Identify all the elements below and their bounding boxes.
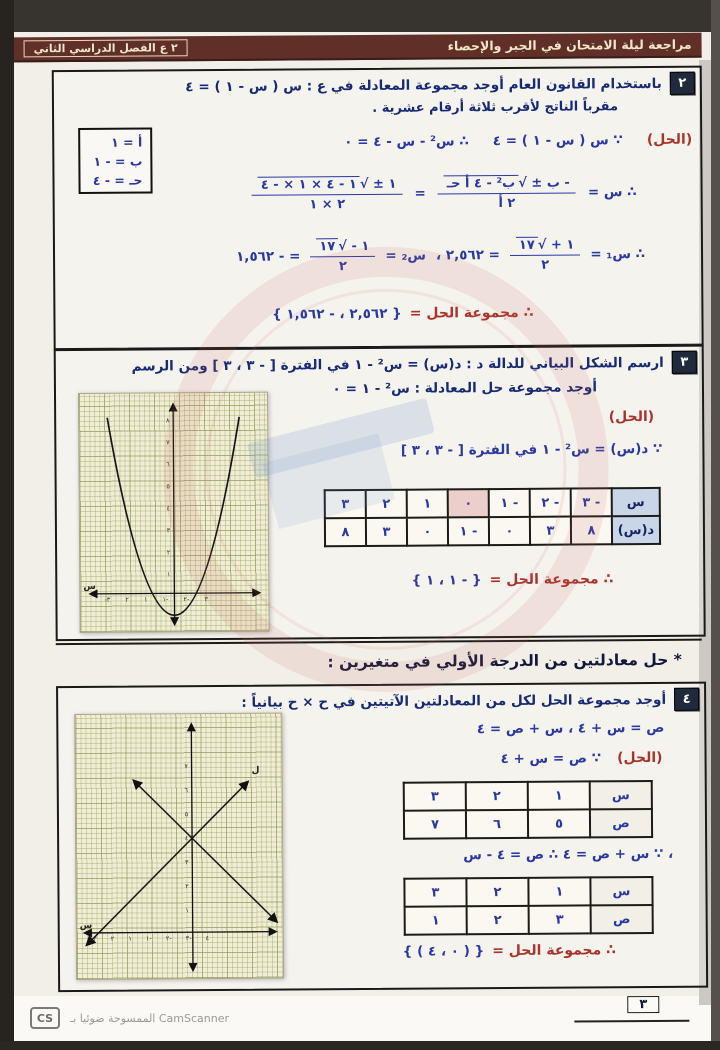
question-3-title-2-row xyxy=(332,379,597,397)
q4-equation-1: ∵ ص = س + ٤ xyxy=(500,750,602,768)
x-axis xyxy=(85,932,276,933)
table-cell: ١ xyxy=(528,781,590,809)
q3-values-table xyxy=(324,487,661,547)
table-cell: ٥ xyxy=(528,809,590,837)
table-cell: - ١ xyxy=(448,517,489,545)
camscanner-caption: الممسوحة ضوئيا بـ CamScanner xyxy=(70,1012,229,1025)
radical-sign: √ xyxy=(338,239,347,255)
coefficient-c: حـ = - ٤ xyxy=(92,172,143,188)
question-2-subtitle: مقرباً الناتج لأقرب ثلاثة أرقام عشرية . xyxy=(372,99,619,116)
table-cell: ٣ xyxy=(325,490,366,518)
table-cell: ١ xyxy=(528,877,590,905)
table-cell: ٨ xyxy=(571,516,612,544)
general-formula-numerator xyxy=(438,175,576,195)
header-title: مراجعة ليلة الامتحان في الجبر والإحصاء xyxy=(447,36,692,54)
answer-label: ∴ مجموعة الحل = xyxy=(489,571,614,589)
q2-answer-line xyxy=(272,305,533,323)
solution-label: (الحل) xyxy=(617,749,663,767)
radicand: ١ - ٤ × ١ × - ٤ xyxy=(258,176,360,193)
q4-answer-line xyxy=(403,942,616,959)
q2-solution-line-1 xyxy=(344,132,692,150)
table-row xyxy=(404,781,652,811)
camscanner-logo: CS xyxy=(30,1007,60,1029)
root1-value: = ٢,٥٦٢ ، xyxy=(435,247,500,264)
q4-equation-2-row xyxy=(463,846,673,863)
section-title: * حل معادلتين من الدرجة الأولي في متغيرين : xyxy=(327,650,682,672)
q2-given-equation: ∵ س ( س - ١ ) = ٤ xyxy=(492,132,623,150)
solution-label: (الحل) xyxy=(646,131,693,149)
scanned-page xyxy=(14,32,711,1041)
root2-lead: س₂ = xyxy=(385,247,427,264)
coefficient-a: أ = ١ xyxy=(111,134,143,150)
question-3-header xyxy=(131,351,696,378)
root2-value: = - ١,٥٦٢ xyxy=(235,248,301,265)
table-cell: ٢ xyxy=(366,490,407,518)
q3-solution-label-row xyxy=(609,409,655,425)
coefficient-b: ب = - ١ xyxy=(93,153,143,169)
table-cell: ٧ xyxy=(404,810,466,838)
q4-equations-row xyxy=(477,720,665,737)
coefficients-box xyxy=(78,127,152,194)
table-cell-highlighted: ٠ xyxy=(448,489,489,517)
table-cell: ٢ xyxy=(466,878,528,906)
solution-label: (الحل) xyxy=(608,408,655,426)
root1-lead: ∴ س₁ = xyxy=(590,246,646,263)
formula-lead: ∴ س = xyxy=(587,184,637,201)
q3-answer-line xyxy=(412,571,614,588)
numerator-prefix: ١ + xyxy=(550,237,575,253)
table-row xyxy=(404,877,652,907)
x-axis-label: س xyxy=(79,920,93,931)
line-y-equals-x-plus-4 xyxy=(86,782,249,945)
scan-edge-bottom xyxy=(0,1041,720,1050)
numerator-prefix: ١ - xyxy=(351,238,370,255)
equals-sign: = xyxy=(414,185,426,202)
y-axis-numbers: ٧ ٦ ٥ ٤ ٣ ٢ ١ xyxy=(184,762,189,915)
table-cell: - ٣ xyxy=(571,488,612,516)
lines-graph-paper xyxy=(74,713,284,980)
root1-denominator: ٢ xyxy=(541,257,550,273)
q4-table-1 xyxy=(403,780,653,840)
answer-value: { - ١ ، ١ } xyxy=(411,572,482,589)
general-formula-denominator: ٢ أ xyxy=(498,195,516,212)
table-header-x: س xyxy=(590,781,652,809)
table-cell: ٢ xyxy=(466,782,528,810)
question-2-header xyxy=(185,72,695,99)
question-3-title: ارسم الشكل البياني للدالة د : د(س) = س² - ١ في الفترة [ - ٣ ، ٣ ] ومن الرسم xyxy=(131,354,664,375)
table-cell: ٨ xyxy=(325,518,366,546)
numeric-formula-numerator xyxy=(252,176,403,196)
page-number: ٣ xyxy=(627,996,659,1013)
question-4-title: أوجد مجموعة الحل لكل من المعادلتين الآتيتين في ح × ح بيانياً : xyxy=(241,691,667,711)
question-4-header xyxy=(241,688,699,714)
radical-sign: √ xyxy=(518,175,527,191)
question-3-number-badge: ٣ xyxy=(672,351,697,374)
answer-label: ∴ مجموعة الحل = xyxy=(409,304,534,322)
table-cell: ٣ xyxy=(529,905,591,933)
q3-given-function: ∵ د(س) = س² - ١ في الفترة [ - ٣ ، ٣ ] xyxy=(400,440,663,459)
numerator-prefix: ١ ± xyxy=(372,176,397,192)
q2-expanded-equation: ∴ س² - س - ٤ = ٠ xyxy=(344,133,469,151)
table-cell: ٠ xyxy=(489,517,530,545)
header-bar xyxy=(14,33,702,63)
question-2-subtitle-row xyxy=(372,99,618,116)
root1-numerator xyxy=(510,236,581,255)
table-row xyxy=(404,809,652,839)
answer-label: ∴ مجموعة الحل = xyxy=(492,942,616,960)
table-cell: ٣ xyxy=(530,517,571,545)
table-row xyxy=(325,488,660,518)
quadratic-formula-line xyxy=(252,174,637,213)
answer-value: { ٢,٥٦٢ ، - ١,٥٦٢ } xyxy=(272,305,402,323)
line-label: ل xyxy=(251,765,260,776)
table-header-y: ص xyxy=(590,809,652,837)
table-cell: ٣ xyxy=(404,782,466,810)
radicand: ب² - ٤ أ حـ xyxy=(444,175,519,192)
x-axis-numbers: -٤ -٣ -٢ -١ ١ ٢ ٣ xyxy=(90,934,210,943)
q4-equation-2: ، ∵ س + ص = ٤ ∴ ص = ٤ - س xyxy=(463,845,674,864)
numeric-formula-denominator: ٢ × ١ xyxy=(309,197,346,213)
scan-edge-top xyxy=(0,0,720,32)
radical-sign: √ xyxy=(359,176,369,193)
q4-equations: ص = س + ٤ ، س + ص = ٤ xyxy=(476,719,665,738)
page-number-underline xyxy=(574,1020,689,1023)
answer-value: { ( ٠ ، ٤ ) } xyxy=(402,943,485,960)
q4-solution-line-1 xyxy=(500,750,662,767)
x-axis-numbers: -٣ -٢ -١ ١ ٢ ٣ xyxy=(104,595,208,604)
q4-table-2 xyxy=(403,876,653,936)
root2-numerator xyxy=(310,238,375,257)
table-row xyxy=(325,516,660,546)
table-cell: ١ xyxy=(405,906,467,934)
question-3-title-2: أوجد مجموعة حل المعادلة : س² - ١ = ٠ xyxy=(332,379,598,398)
question-2-box xyxy=(52,66,704,351)
roots-line xyxy=(236,236,645,275)
table-cell: - ١ xyxy=(489,489,530,517)
radicand: ١٧ xyxy=(316,238,338,254)
question-4-number-badge: ٤ xyxy=(674,688,699,711)
table-header-x: س xyxy=(612,488,660,516)
root1-fraction xyxy=(510,236,581,272)
table-header-x: س xyxy=(590,877,652,905)
table-cell: - ٢ xyxy=(530,489,571,517)
table-cell: ٠ xyxy=(407,517,448,545)
header-badge: ٢ ع الفصل الدراسي الثاني xyxy=(24,39,188,57)
radical-sign: √ xyxy=(537,237,547,253)
table-cell: ٣ xyxy=(366,518,407,546)
general-formula-fraction xyxy=(438,175,576,212)
numerator-prefix: - ب ± xyxy=(531,175,570,191)
table-cell: ٣ xyxy=(404,878,466,906)
table-cell: ٢ xyxy=(467,906,529,934)
scan-edge-right xyxy=(711,0,720,1050)
question-3-box xyxy=(54,345,706,642)
y-axis-numbers: ٨ ٧ ٦ ٥ ٤ ٣ ٢ ١ xyxy=(165,416,171,579)
q3-given-row xyxy=(401,441,663,459)
question-2-number-badge: ٢ xyxy=(670,72,695,95)
question-4-box xyxy=(56,682,708,993)
numeric-formula-fraction xyxy=(252,176,403,213)
parabola-graph-paper xyxy=(78,392,270,633)
table-row xyxy=(405,905,653,935)
table-cell: ١ xyxy=(407,489,448,517)
radicand: ١٧ xyxy=(516,237,538,253)
table-header-fx: د(س) xyxy=(612,516,660,544)
scan-edge-left xyxy=(0,0,14,1050)
table-header-y: ص xyxy=(591,905,653,933)
line-y-equals-4-minus-x xyxy=(134,780,277,923)
table-cell: ٦ xyxy=(466,810,528,838)
root2-fraction xyxy=(310,238,375,274)
x-axis-label: س xyxy=(83,581,96,592)
root2-denominator: ٢ xyxy=(338,259,348,275)
question-2-title: باستخدام القانون العام أوجد مجموعة المعادلة في ع : س ( س - ١ ) = ٤ xyxy=(185,75,662,95)
y-axis xyxy=(173,404,175,624)
page-content xyxy=(14,32,711,1041)
